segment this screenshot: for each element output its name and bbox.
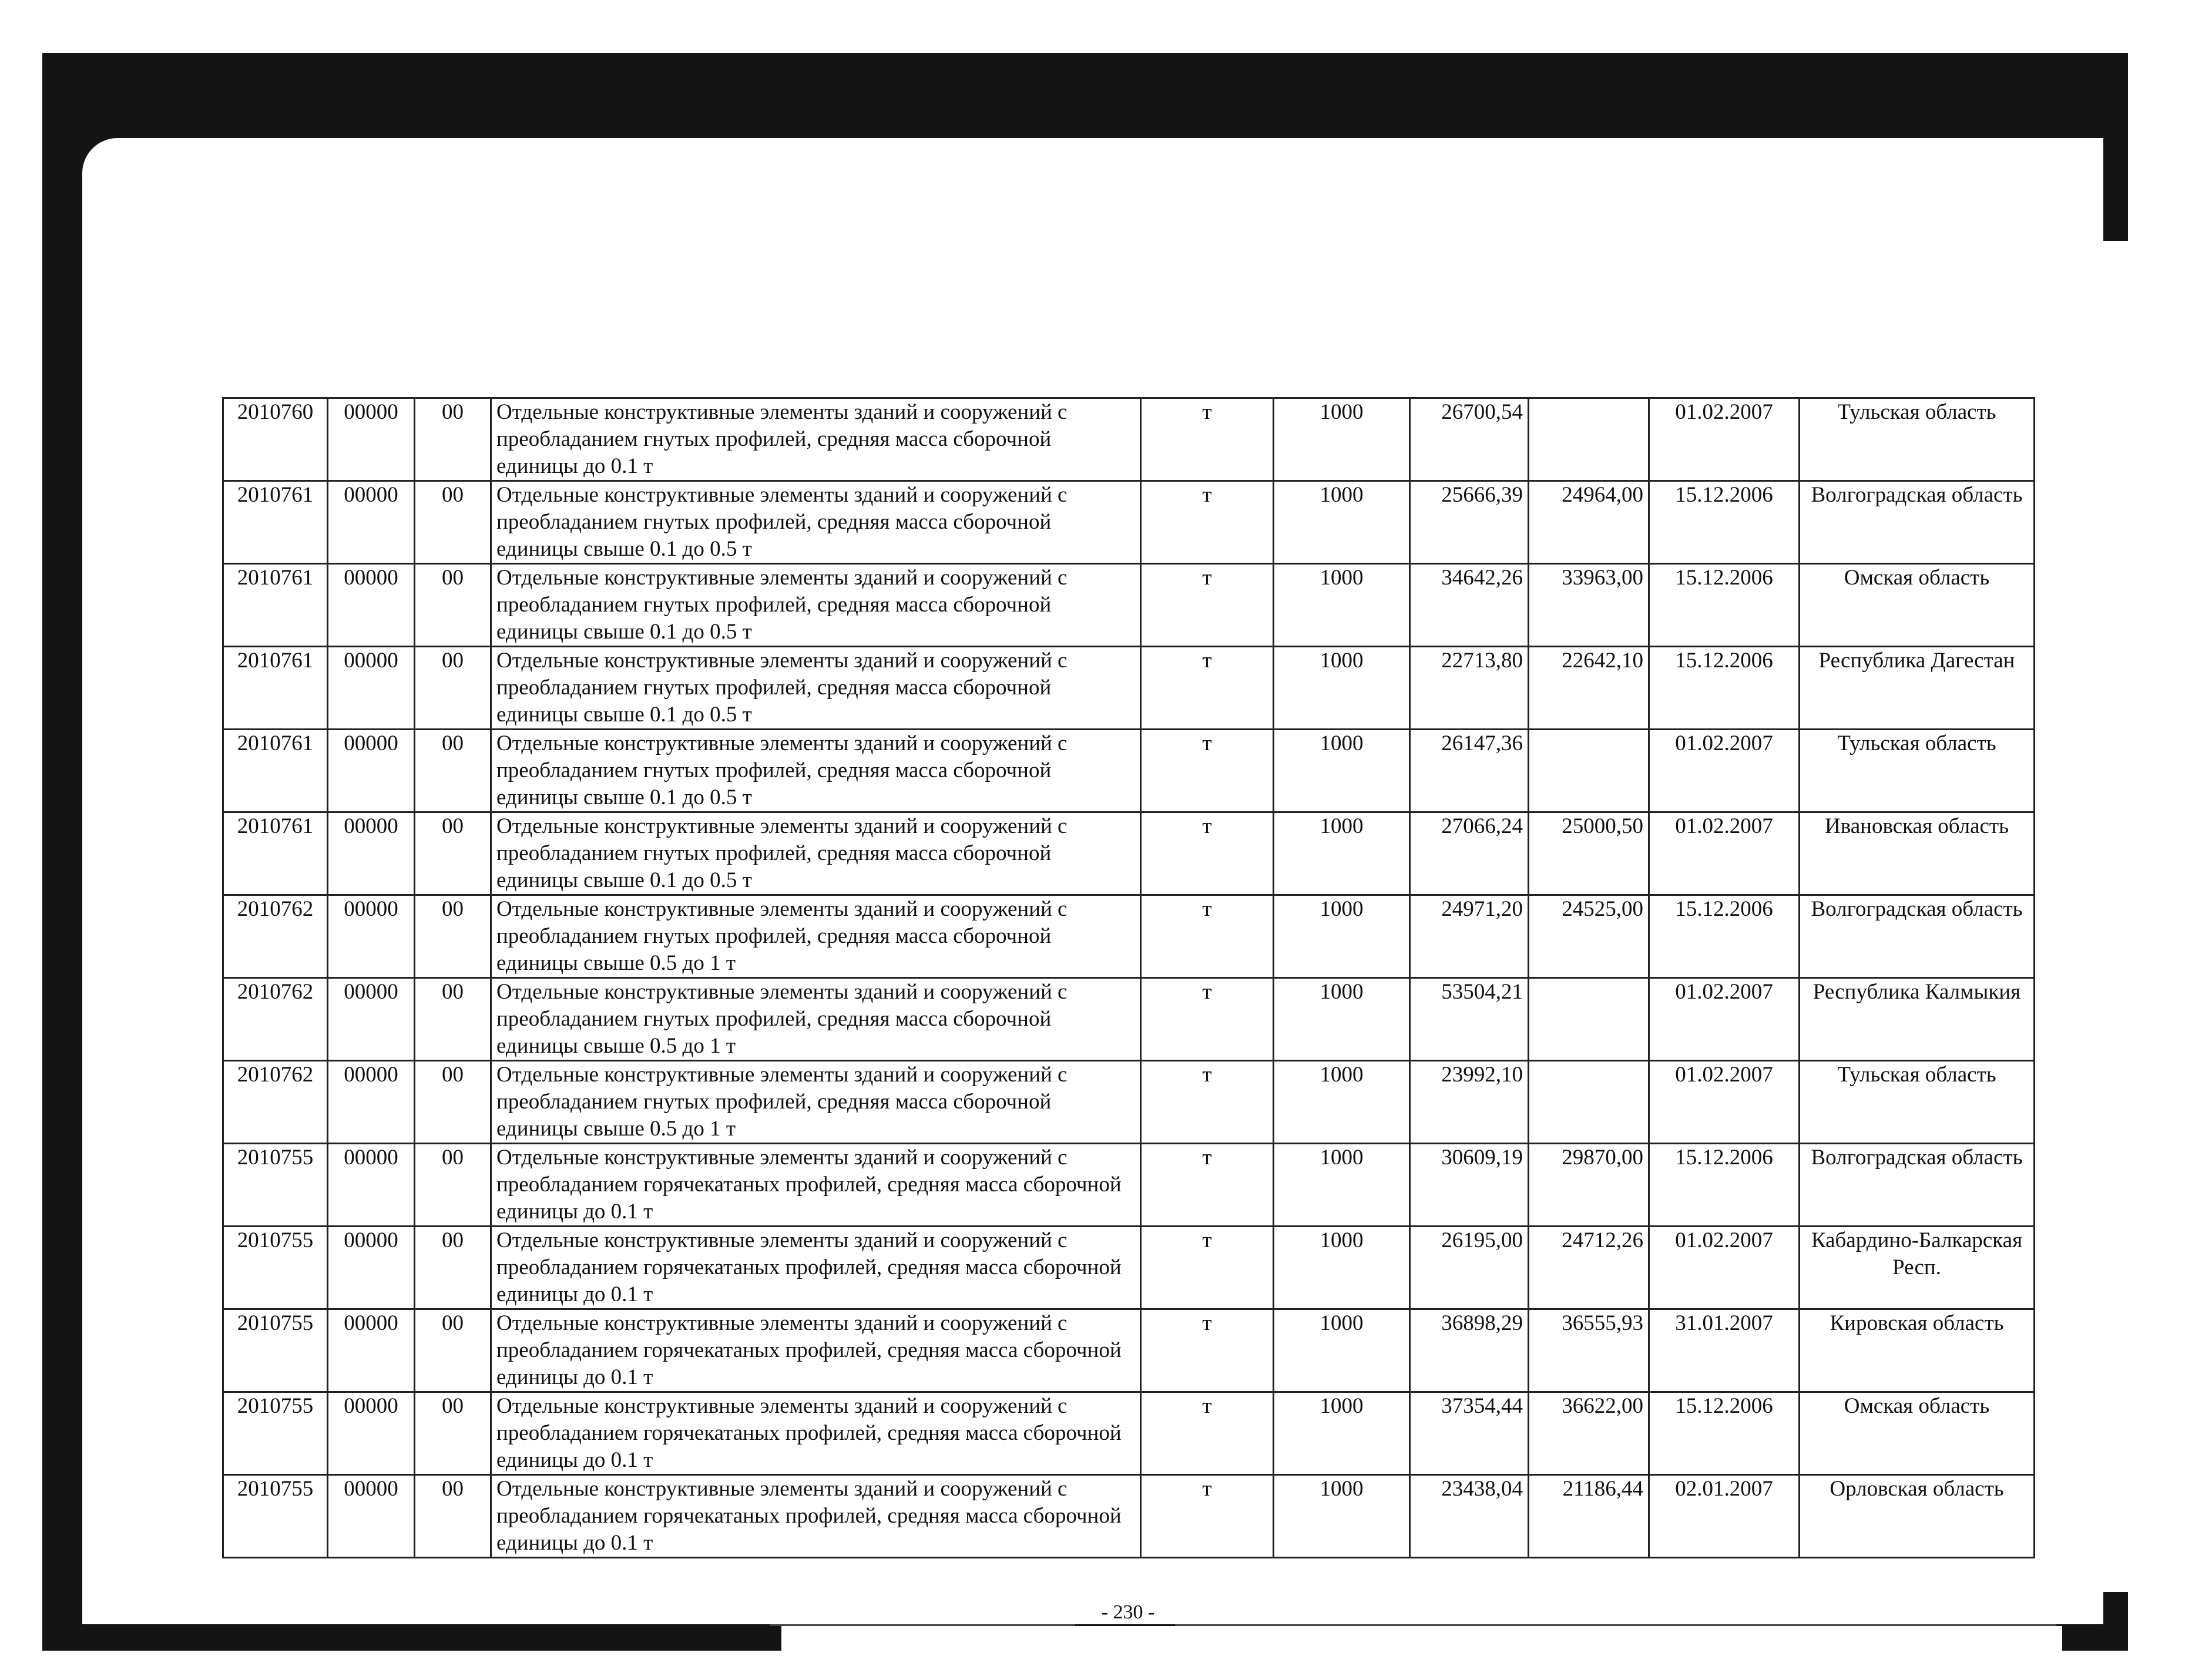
quantity-cell: 1000 bbox=[1274, 647, 1410, 730]
unit-cell: т bbox=[1141, 1144, 1274, 1227]
unit-cell: т bbox=[1141, 564, 1274, 647]
date-cell: 01.02.2007 bbox=[1649, 978, 1800, 1061]
index-cell: 00 bbox=[415, 730, 491, 812]
region-cell: Кабардино-Балкарская Респ. bbox=[1800, 1227, 2035, 1309]
subcode-cell: 00000 bbox=[328, 647, 415, 730]
unit-cell: т bbox=[1141, 1061, 1274, 1144]
unit-cell: т bbox=[1141, 1392, 1274, 1475]
index-cell: 00 bbox=[415, 812, 491, 895]
unit-cell: т bbox=[1141, 647, 1274, 730]
quantity-cell: 1000 bbox=[1274, 1309, 1410, 1392]
price-alt-cell: 25000,50 bbox=[1529, 812, 1649, 895]
code-cell: 2010755 bbox=[223, 1392, 328, 1475]
date-cell: 01.02.2007 bbox=[1649, 398, 1800, 481]
table-row bbox=[223, 978, 2035, 1061]
unit-cell: т bbox=[1141, 1475, 1274, 1558]
subcode-cell: 00000 bbox=[328, 481, 415, 564]
region-cell: Тульская область bbox=[1800, 730, 2035, 812]
code-cell: 2010755 bbox=[223, 1227, 328, 1309]
subcode-cell: 00000 bbox=[328, 1061, 415, 1144]
index-cell: 00 bbox=[415, 481, 491, 564]
description-cell: Отдельные конструктивные элементы зданий и сооружений с преобладанием гнутых профилей, средняя масса сборочной единицы до 0.1 т bbox=[491, 398, 1141, 481]
description-cell: Отдельные конструктивные элементы зданий и сооружений с преобладанием гнутых профилей, средняя масса сборочной единицы свыше 0.1 до 0.5 т bbox=[491, 812, 1141, 895]
description-cell: Отдельные конструктивные элементы зданий и сооружений с преобладанием горячекатаных профилей, средняя масса сборочной единицы до 0.1 т bbox=[491, 1392, 1141, 1475]
description-cell: Отдельные конструктивные элементы зданий и сооружений с преобладанием гнутых профилей, средняя масса сборочной единицы свыше 0.5 до 1 т bbox=[491, 978, 1141, 1061]
region-cell: Волгоградская область bbox=[1800, 1144, 2035, 1227]
price-alt-cell: 22642,10 bbox=[1529, 647, 1649, 730]
quantity-cell: 1000 bbox=[1274, 1144, 1410, 1227]
region-cell: Республика Калмыкия bbox=[1800, 978, 2035, 1061]
date-cell: 01.02.2007 bbox=[1649, 812, 1800, 895]
region-cell: Тульская область bbox=[1800, 1061, 2035, 1144]
quantity-cell: 1000 bbox=[1274, 730, 1410, 812]
price-cell: 23438,04 bbox=[1410, 1475, 1529, 1558]
description-cell: Отдельные конструктивные элементы зданий и сооружений с преобладанием гнутых профилей, средняя масса сборочной единицы свыше 0.1 до 0.5 т bbox=[491, 730, 1141, 812]
quantity-cell: 1000 bbox=[1274, 812, 1410, 895]
price-cell: 53504,21 bbox=[1410, 978, 1529, 1061]
region-cell: Ивановская область bbox=[1800, 812, 2035, 895]
code-cell: 2010762 bbox=[223, 1061, 328, 1144]
subcode-cell: 00000 bbox=[328, 1144, 415, 1227]
scan-edge-bottom bbox=[781, 1626, 2062, 1651]
description-cell: Отдельные конструктивные элементы зданий и сооружений с преобладанием гнутых профилей, средняя масса сборочной единицы свыше 0.1 до 0.5 т bbox=[491, 564, 1141, 647]
price-alt-cell: 33963,00 bbox=[1529, 564, 1649, 647]
description-cell: Отдельные конструктивные элементы зданий и сооружений с преобладанием горячекатаных профилей, средняя масса сборочной единицы до 0.1 т bbox=[491, 1227, 1141, 1309]
price-alt-cell: 36622,00 bbox=[1529, 1392, 1649, 1475]
price-cell: 27066,24 bbox=[1410, 812, 1529, 895]
price-cell: 30609,19 bbox=[1410, 1144, 1529, 1227]
footer-rule-right bbox=[1175, 1624, 2056, 1626]
date-cell: 15.12.2006 bbox=[1649, 481, 1800, 564]
index-cell: 00 bbox=[415, 1061, 491, 1144]
unit-cell: т bbox=[1141, 1227, 1274, 1309]
description-cell: Отдельные конструктивные элементы зданий и сооружений с преобладанием горячекатаных профилей, средняя масса сборочной единицы до 0.1 т bbox=[491, 1309, 1141, 1392]
quantity-cell: 1000 bbox=[1274, 1061, 1410, 1144]
index-cell: 00 bbox=[415, 1392, 491, 1475]
index-cell: 00 bbox=[415, 978, 491, 1061]
unit-cell: т bbox=[1141, 730, 1274, 812]
page-number: - 230 - bbox=[1101, 1601, 1155, 1623]
unit-cell: т bbox=[1141, 812, 1274, 895]
price-cell: 36898,29 bbox=[1410, 1309, 1529, 1392]
subcode-cell: 00000 bbox=[328, 564, 415, 647]
price-table bbox=[222, 397, 2035, 1558]
price-cell: 37354,44 bbox=[1410, 1392, 1529, 1475]
unit-cell: т bbox=[1141, 895, 1274, 978]
price-alt-cell: 36555,93 bbox=[1529, 1309, 1649, 1392]
code-cell: 2010760 bbox=[223, 398, 328, 481]
quantity-cell: 1000 bbox=[1274, 978, 1410, 1061]
price-alt-cell bbox=[1529, 730, 1649, 812]
quantity-cell: 1000 bbox=[1274, 1392, 1410, 1475]
quantity-cell: 1000 bbox=[1274, 1227, 1410, 1309]
subcode-cell: 00000 bbox=[328, 1227, 415, 1309]
subcode-cell: 00000 bbox=[328, 398, 415, 481]
table-row bbox=[223, 812, 2035, 895]
subcode-cell: 00000 bbox=[328, 812, 415, 895]
price-cell: 26147,36 bbox=[1410, 730, 1529, 812]
quantity-cell: 1000 bbox=[1274, 895, 1410, 978]
index-cell: 00 bbox=[415, 398, 491, 481]
subcode-cell: 00000 bbox=[328, 1475, 415, 1558]
region-cell: Омская область bbox=[1800, 1392, 2035, 1475]
price-alt-cell bbox=[1529, 1061, 1649, 1144]
table-row bbox=[223, 895, 2035, 978]
unit-cell: т bbox=[1141, 398, 1274, 481]
code-cell: 2010761 bbox=[223, 481, 328, 564]
code-cell: 2010762 bbox=[223, 978, 328, 1061]
date-cell: 15.12.2006 bbox=[1649, 1144, 1800, 1227]
price-alt-cell: 29870,00 bbox=[1529, 1144, 1649, 1227]
price-cell: 23992,10 bbox=[1410, 1061, 1529, 1144]
quantity-cell: 1000 bbox=[1274, 398, 1410, 481]
code-cell: 2010762 bbox=[223, 895, 328, 978]
table-row bbox=[223, 1392, 2035, 1475]
table-row bbox=[223, 1144, 2035, 1227]
date-cell: 15.12.2006 bbox=[1649, 895, 1800, 978]
code-cell: 2010761 bbox=[223, 812, 328, 895]
region-cell: Волгоградская область bbox=[1800, 481, 2035, 564]
code-cell: 2010761 bbox=[223, 647, 328, 730]
date-cell: 02.01.2007 bbox=[1649, 1475, 1800, 1558]
quantity-cell: 1000 bbox=[1274, 481, 1410, 564]
subcode-cell: 00000 bbox=[328, 978, 415, 1061]
quantity-cell: 1000 bbox=[1274, 564, 1410, 647]
price-cell: 24971,20 bbox=[1410, 895, 1529, 978]
unit-cell: т bbox=[1141, 481, 1274, 564]
description-cell: Отдельные конструктивные элементы зданий и сооружений с преобладанием гнутых профилей, средняя масса сборочной единицы свыше 0.5 до 1 т bbox=[491, 1061, 1141, 1144]
description-cell: Отдельные конструктивные элементы зданий и сооружений с преобладанием горячекатаных профилей, средняя масса сборочной единицы до 0.1 т bbox=[491, 1144, 1141, 1227]
table-row bbox=[223, 1061, 2035, 1144]
code-cell: 2010755 bbox=[223, 1309, 328, 1392]
index-cell: 00 bbox=[415, 647, 491, 730]
region-cell: Республика Дагестан bbox=[1800, 647, 2035, 730]
code-cell: 2010761 bbox=[223, 730, 328, 812]
region-cell: Орловская область bbox=[1800, 1475, 2035, 1558]
price-alt-cell: 21186,44 bbox=[1529, 1475, 1649, 1558]
date-cell: 15.12.2006 bbox=[1649, 647, 1800, 730]
region-cell: Волгоградская область bbox=[1800, 895, 2035, 978]
subcode-cell: 00000 bbox=[328, 895, 415, 978]
price-alt-cell: 24712,26 bbox=[1529, 1227, 1649, 1309]
description-cell: Отдельные конструктивные элементы зданий и сооружений с преобладанием гнутых профилей, средняя масса сборочной единицы свыше 0.1 до 0.5 т bbox=[491, 481, 1141, 564]
price-alt-cell: 24964,00 bbox=[1529, 481, 1649, 564]
subcode-cell: 00000 bbox=[328, 730, 415, 812]
table-row bbox=[223, 1475, 2035, 1558]
table-row bbox=[223, 730, 2035, 812]
price-cell: 26700,54 bbox=[1410, 398, 1529, 481]
code-cell: 2010755 bbox=[223, 1475, 328, 1558]
description-cell: Отдельные конструктивные элементы зданий и сооружений с преобладанием гнутых профилей, средняя масса сборочной единицы свыше 0.1 до 0.5 т bbox=[491, 647, 1141, 730]
index-cell: 00 bbox=[415, 1475, 491, 1558]
date-cell: 31.01.2007 bbox=[1649, 1309, 1800, 1392]
code-cell: 2010755 bbox=[223, 1144, 328, 1227]
price-cell: 25666,39 bbox=[1410, 481, 1529, 564]
code-cell: 2010761 bbox=[223, 564, 328, 647]
table-body bbox=[223, 398, 2035, 1558]
footer-rule-left bbox=[770, 1624, 1075, 1626]
subcode-cell: 00000 bbox=[328, 1309, 415, 1392]
date-cell: 01.02.2007 bbox=[1649, 1227, 1800, 1309]
date-cell: 01.02.2007 bbox=[1649, 1061, 1800, 1144]
scan-edge-right bbox=[2103, 241, 2128, 1592]
region-cell: Омская область bbox=[1800, 564, 2035, 647]
unit-cell: т bbox=[1141, 978, 1274, 1061]
index-cell: 00 bbox=[415, 1227, 491, 1309]
table-row bbox=[223, 398, 2035, 481]
description-cell: Отдельные конструктивные элементы зданий и сооружений с преобладанием гнутых профилей, средняя масса сборочной единицы свыше 0.5 до 1 т bbox=[491, 895, 1141, 978]
table-row bbox=[223, 1309, 2035, 1392]
quantity-cell: 1000 bbox=[1274, 1475, 1410, 1558]
table-row bbox=[223, 481, 2035, 564]
table-row bbox=[223, 647, 2035, 730]
index-cell: 00 bbox=[415, 1144, 491, 1227]
date-cell: 01.02.2007 bbox=[1649, 730, 1800, 812]
table-row bbox=[223, 564, 2035, 647]
date-cell: 15.12.2006 bbox=[1649, 1392, 1800, 1475]
index-cell: 00 bbox=[415, 895, 491, 978]
index-cell: 00 bbox=[415, 1309, 491, 1392]
price-cell: 34642,26 bbox=[1410, 564, 1529, 647]
index-cell: 00 bbox=[415, 564, 491, 647]
subcode-cell: 00000 bbox=[328, 1392, 415, 1475]
region-cell: Тульская область bbox=[1800, 398, 2035, 481]
price-alt-cell: 24525,00 bbox=[1529, 895, 1649, 978]
price-cell: 22713,80 bbox=[1410, 647, 1529, 730]
price-alt-cell bbox=[1529, 978, 1649, 1061]
price-cell: 26195,00 bbox=[1410, 1227, 1529, 1309]
region-cell: Кировская область bbox=[1800, 1309, 2035, 1392]
date-cell: 15.12.2006 bbox=[1649, 564, 1800, 647]
table-row bbox=[223, 1227, 2035, 1309]
price-alt-cell bbox=[1529, 398, 1649, 481]
unit-cell: т bbox=[1141, 1309, 1274, 1392]
description-cell: Отдельные конструктивные элементы зданий и сооружений с преобладанием горячекатаных профилей, средняя масса сборочной единицы до 0.1 т bbox=[491, 1475, 1141, 1558]
